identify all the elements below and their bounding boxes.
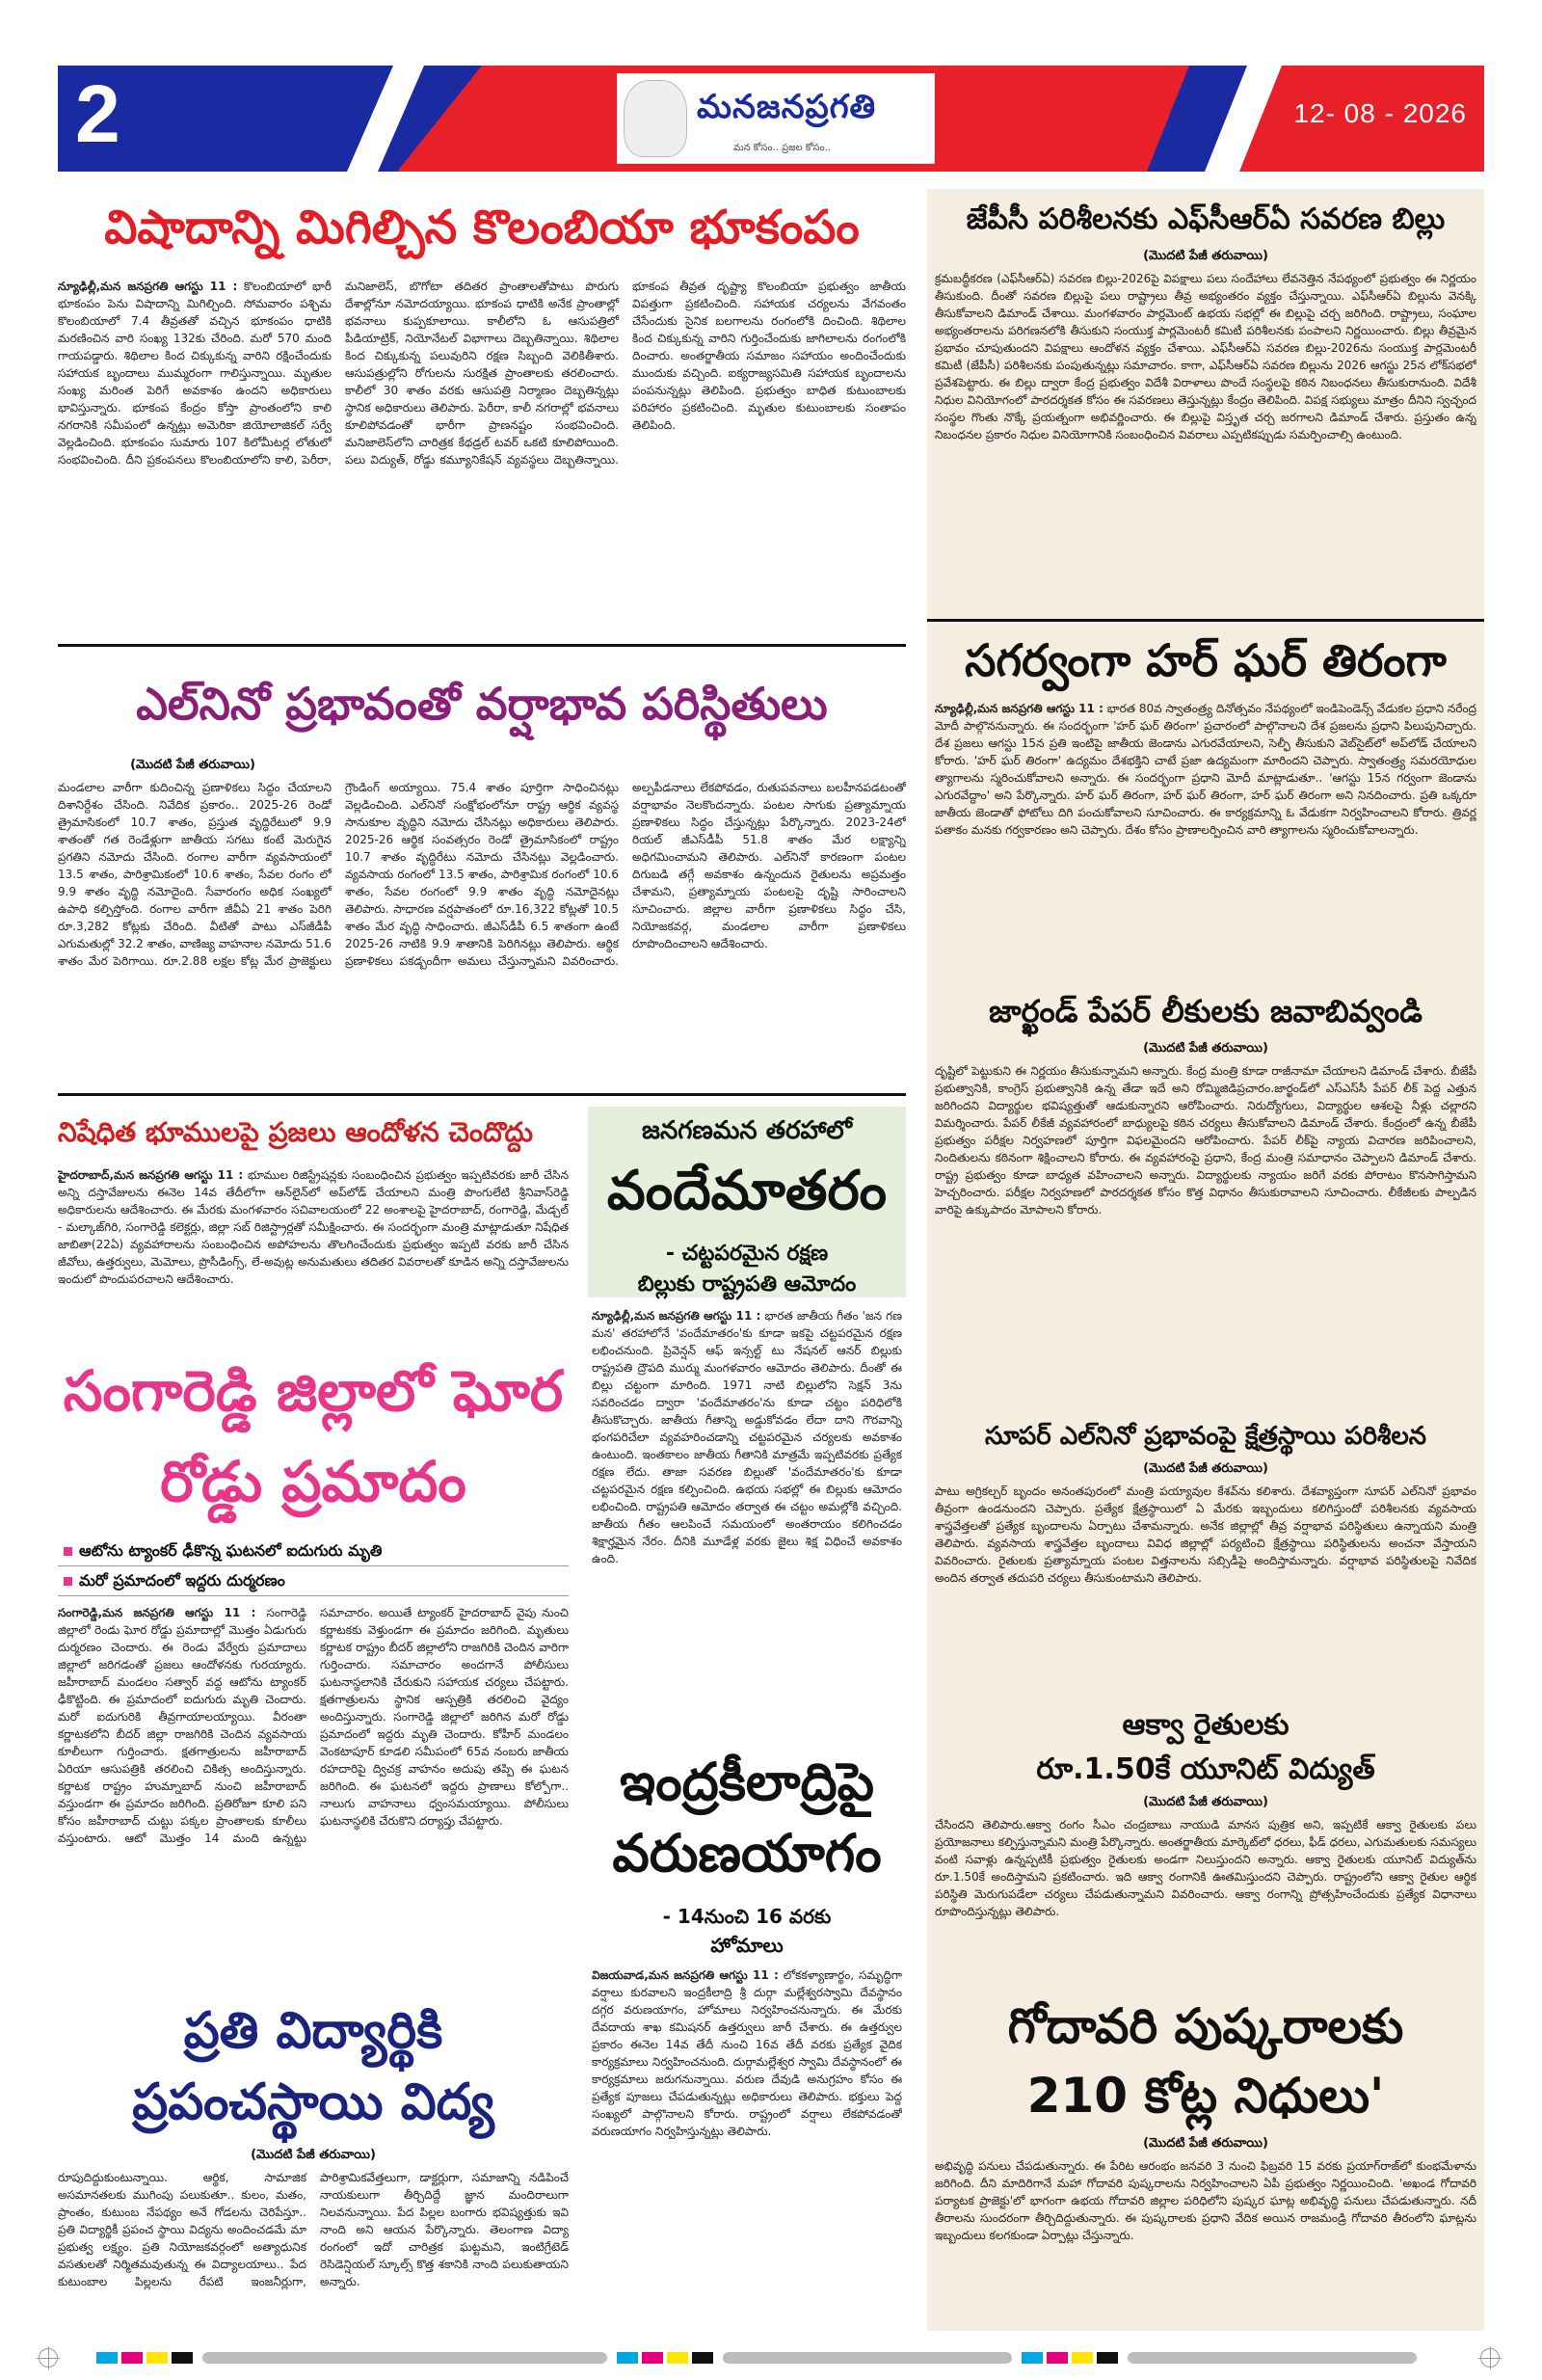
newspaper-logo: [617, 73, 935, 164]
newspaper-tagline: మన కోసం.. ప్రజల కోసం..: [733, 143, 831, 153]
fcra-bill-headline: జేపీసీ పరిశీలనకు ఎఫ్‌సీఆర్‌ఏ సవరణ బిల్లు: [966, 202, 1446, 236]
har-ghar-tiranga-text: భారత 80వ స్వాతంత్ర్య దినోత్సవం నేపథ్యంలో ఇండిపెండెన్స్ వేడుకల ప్రధాని నరేంద్ర మోదీ పాల్గొననున్నారు. ఈ సందర్భంగా 'హర్ ఘర్ తిరంగా' ప్రచారంలో పాల్గొనాలని దేశ ప్రజలను ప్రధాని పిలుపునిచ్చారు. దేశ ప్రజలు ఆగస్టు 15న ప్రతి ఇంటిపై జాతీయ జెండాను ఎగురవేయాలని, సెల్ఫీ తీసుకుని వెబ్‌సైట్‌లో అప్‌లోడ్ చేయాలని కోరారు. 'హర్ ఘర్ తిరంగా' ఉద్యమం దేశభక్తిని చాటే ప్రజా ఉద్యమంగా మారిందని చెప్పారు. స్వాతంత్ర్య సమరయోధుల త్యాగాలను స్మరించుకోవాలని అన్నారు. ఈ సందర్భంగా ప్రధాని మోదీ మాట్లాడుతూ.. 'ఆగస్టు 15న గర్వంగా జెండాను ఎగురవేద్దాం' అని పేర్కొన్నారు. హర్ ఘర్ తిరంగా, హర్ ఘర్ తిరంగా, హర్ ఘర్ తిరంగా అని నినదించారు. ప్రతి ఒక్కరూ జాతీయ జెండాతో ఫోటోలు దిగి పంచుకోవాలని సూచించారు. ఈ కార్యక్రమాన్ని ఓ వేడుకగా నిర్వహించాలని కోరారు. త్రివర్ణ పతాకం మనకు గర్వకారణం అని చెప్పారు. దేశం కోసం ప్రాణాలర్పించిన వారి త్యాగాలను స్మరించుకోవాలన్నారు.: [935, 702, 1476, 837]
jharkhand-paper-leak-headline: జార్ఖండ్ పేపర్ లీకులకు జవాబివ్వండి: [989, 993, 1422, 1030]
color-swatch: [146, 2352, 168, 2364]
super-elnino-body: పాటు అగ్రికల్చర్ బృందం అనంతపురంలో మంత్రి పయ్యావుల కేశవ్‌ను కలిశారు. దేశవ్యాప్తంగా సూపర్ ఎల్‌నినో ప్రభావం తీవ్రంగా ఉండనుందని చెప్పారు. ప్రత్యేక క్షేత్రస్థాయిలో ఏ మేరకు ఇబ్బందులు కలిగిస్తుందో పరిశీలనకు వ్యవసాయ శాస్త్రవేత్తలతో ప్రత్యేక బృందాలను ఏర్పాటు చేశామన్నారు. అనేక జిల్లాల్లో తీవ్ర వర్షాభావ పరిస్థితులు ఉన్నాయని మంత్రి తెలిపారు. వ్యవసాయ శాస్త్రవేత్తల బృందాలు వివిధ జిల్లాల్లో పర్యటించి క్షేత్రస్థాయి పరిస్థితులను అంచనా వేస్తాయని వివరించారు. రైతులకు ప్రత్యామ్నాయ పంటల విత్తనాలను సబ్సిడీపై అందిస్తామన్నారు. వర్షాభావ పరిస్థితులపై నివేదిక అందిన తర్వాత తదుపరి చర్యలు తీసుకుంటామని తెలిపారు.: [935, 1484, 1476, 1585]
story5-body: రూపుదిద్దుకుంటున్నాయి. ఆర్థిక, సామాజిక అసమానతలకు ముగింపు పలుకుతూ.. కులం, మతం, ప్రాంతం, కుటుంబ నేపథ్యం అనే గోడలను చెరిపేస్తూ.. ప్రతి విద్యార్థికీ ప్రపంచ స్థాయి విద్యను అందించడమే మా ప్రభుత్వ లక్ష్యం. ప్రతి నియోజకవర్గంలో అత్యాధునిక వసతులతో నిర్మితమవుతున్న ఈ విద్యాలయాలు.. పేద కుటుంబాల పిల్లలను రేపటి ఇంజనీర్లుగా, పారిశ్రామికవేత్తలుగా, డాక్టర్లుగా, సమాజాన్ని నడిపించే నాయకులుగా తీర్చిదిద్దే జ్ఞాన మందిరాలుగా నిలవనున్నాయి. పేద పిల్లల బంగారు భవిష్యత్తుకు ఇవి నాంది అని ఆయన పేర్కొన్నారు. తెలంగాణ విద్యా రంగంలో ఇదో చారిత్రక ఘట్టమని, ఇంటిగ్రేటెడ్ రెసిడెన్షియల్ స్కూల్స్ కొత్త శకానికి నాంది పలుకుతాయని అన్నారు.: [58, 2171, 569, 2288]
har-ghar-tiranga-headline: సగర్వంగా హర్ ఘర్ తిరంగా: [965, 634, 1447, 686]
aqua-farmers-headline-line1: ఆక్వా రైతులకు: [1122, 1708, 1289, 1742]
registration-mark-icon: [39, 2348, 58, 2367]
story2-headline: ఎల్‌నినో ప్రభావంతో వర్షాభావ పరిస్థితులు: [136, 678, 828, 730]
vandemataram-text: భారత జాతీయ గీతం 'జన గణ మన' తరహాలోనే 'వందేమాతరం'కు కూడా ఇకపై చట్టపరమైన రక్షణ లభించనుంది. ప్రివెన్షన్ ఆఫ్ ఇన్సల్ట్ టు నేషనల్ ఆనర్ బిల్లుకు రాష్ట్రపతి ద్రౌపది ముర్ము మంగళవారం ఆమోదం తెలిపారు. దీంతో ఈ బిల్లు చట్టంగా మారింది. 1971 నాటి బిల్లులోని సెక్షన్ 3ను సవరించడం ద్వారా 'వందేమాతరం'ను కూడా చట్టం పరిధిలోకి తీసుకొచ్చారు. జాతీయ గీతాన్ని అడ్డుకోవడం లేదా దాని గౌరవాన్ని భంగపరిచేలా వ్యవహరించడాన్ని చట్టపరమైన చర్యలకు అవకాశం ఉంటుంది. ఇంతకాలం జాతీయ గీతానికి మాత్రమే ఇప్పటివరకు ప్రత్యేక రక్షణ లేదు. తాజా సవరణ బిల్లుతో 'వందేమాతరం'కు కూడా చట్టపరమైన రక్షణ కల్పించింది. ఉభయ సభల్లో ఈ బిల్లుకు ఆమోదం లభించింది. రాష్ట్రపతి ఆమోదం తర్వాత ఈ చట్టం అమల్లోకి వచ్చింది. జాతీయ గీతం ఆలపించే సమయంలో అంతరాయం కలిగించడం శిక్షార్హమైన నేరం. దీనికి మూడేళ్ల వరకు జైలు శిక్ష విధించే అవకాశం ఉంది.: [592, 1309, 902, 1565]
story4-body: [58, 1604, 569, 1980]
color-swatch: [617, 2352, 638, 2364]
indrakeeladri-subhead-1: - 14నుంచి 16 వరకు: [662, 1905, 832, 1928]
indrakeeladri-body: [592, 1966, 902, 2325]
story3-text: భూముల రిజిస్ట్రేషన్లకు సంబంధించిన ప్రభుత్వం ఇప్పటివరకు జారీ చేసిన అన్ని దస్తావేజులను ఈనెల 14వ తేదీలోగా ఆన్‌లైన్‌లో అప్‌లోడ్ చేయాలని మంత్రి పొంగులేటి శ్రీనివాస్‌రెడ్డి అధికారులను ఆదేశించారు. ఈ మేరకు మంగళవారం సచివాలయంలో 22 అంశాలపై హైదరాబాద్, రంగారెడ్డి, మేడ్చల్ - మల్కాజ్‌గిరి, సంగారెడ్డి కలెక్టర్లు, జిల్లా సబ్ రిజిస్ట్రార్లతో సమీక్షించారు. ఈ సందర్భంగా మంత్రి మాట్లాడుతూ నిషేధిత జాబితా(22ఏ) వ్యవహారాలను సంబంధించిన అపోహలను తొలగించేందుకు ప్రభుత్వం ఇప్పటి వరకు జారీ చేసిన జీవోలు, ఉత్తర్వులు, మెమోలు, ప్రొసీడింగ్స్, లే-అవుట్ల అనుమతులు తదితర వివరాలతో కూడిన అన్ని దస్తావేజులను ఇందులో పొందుపరచాలని ఆదేశించారు.: [58, 1168, 569, 1286]
vandemataram-subhead-2: బిల్లుకు రాష్ట్రపతి ఆమోదం: [637, 1272, 857, 1297]
indrakeeladri-dateline: విజయవాడ,మన జనప్రగతి ఆగస్టు 11 :: [592, 1968, 779, 1982]
divider: [58, 1093, 906, 1096]
color-swatch: [172, 2352, 193, 2364]
color-swatch: [121, 2352, 143, 2364]
super-elnino-headline: సూపర్ ఎల్‌నినో ప్రభావంపై క్షేత్రస్థాయి పరిశీలన: [984, 1422, 1427, 1451]
color-swatch: [642, 2352, 663, 2364]
color-swatch: [1047, 2352, 1068, 2364]
vandemataram-body: [592, 1307, 902, 1735]
godavari-pushkaralu-body: అభివృద్ధి పనులు చేపడుతున్నారు. ఈ పేరిట ఆరంభం జనవరి 3 నుంచి ఫిబ్రవరి 15 వరకు ప్రయాగ్‌రాజ్‌లో కుంభమేళాను జరిగింది. దీని మాదిరిగానే మహా గోదావరి పుష్కరాలను నిర్వహించాలని ఏపీ ప్రభుత్వం నిర్ణయించింది. 'అఖండ గోదావరి పర్యాటక ప్రాజెక్టు'లో భాగంగా ఉభయ గోదావరి జిల్లాల పరిధిలోని పుష్కర ఘాట్ల అభివృద్ధి పనులు చేపడుతున్నారు. నదీ తీరాలను సుందరంగా తీర్చిదిద్దుతున్నారు. ఈ పుష్కరాలకు ప్రధాని వేదిక అయిన రాజమండ్రి గోదావరి తీరంలోని ఘాట్లను ఇబ్బందులు కలగకుండా ఏర్పాట్లు చేస్తున్నారు.: [935, 2159, 1476, 2242]
har-ghar-tiranga-dateline: న్యూఢిల్లీ,మన జనప్రగతి ఆగస్టు 11 :: [935, 702, 1103, 715]
story3-headline: నిషేధిత భూములపై ప్రజలు ఆందోళన చెందొద్దు: [58, 1116, 534, 1148]
story4-dateline: సంగారెడ్డి,మన జనప్రగతి ఆగస్టు 11 :: [58, 1606, 256, 1619]
color-swatch: [96, 2352, 118, 2364]
page-number: 2: [75, 68, 120, 159]
color-swatch: [1072, 2352, 1093, 2364]
super-elnino-continued-credit: (మొదటి పేజీ తరువాయి): [1143, 1461, 1268, 1476]
gray-strip: [723, 2352, 1012, 2364]
print-registration-bar: [39, 2348, 1503, 2367]
newspaper-title: మనజనప్రగతి: [697, 88, 877, 126]
masthead: [58, 66, 1484, 172]
logo-portrait-icon: [624, 80, 687, 157]
story3-body: [58, 1166, 569, 1338]
vandemataram-headline: వందేమాతరం: [606, 1160, 888, 1222]
fcra-bill-body: క్రమబద్ధీకరణ (ఎఫ్‌సీఆర్‌ఏ) సవరణ బిల్లు-2026పై విపక్షాలు పలు సందేహాలు లేవనెత్తిన నేపథ్యంలో ప్రభుత్వం ఈ నిర్ణయం తీసుకుంది. దీంతో సవరణ బిల్లుపై పలు రాష్ట్రాలు తీవ్ర అభ్యంతరం వ్యక్తం చేస్తున్నాయి. ఎఫ్‌సీఆర్‌ఏ బిల్లును వెనక్కి తీసుకోవాలని డిమాండ్ చేశాయి. మంగళవారం పార్లమెంట్ ఉభయ సభల్లో ఈ బిల్లుపై చర్చ జరిగింది. రాష్ట్రాలు, సంఘాల అభ్యంతరాలను పరిగణనలోకి తీసుకుని సంయుక్త పార్లమెంటరీ కమిటీ పరిశీలనకు పంపాలని నిర్ణయించారు. బిల్లు తీవ్రమైన ప్రభావం చూపుతుందని విపక్షాలు ఆందోళన వ్యక్తం చేశాయి. ఎఫ్‌సీఆర్‌ఏ సవరణ బిల్లు-2026ను సంయుక్త పార్లమెంటరీ కమిటీ (జేపీసీ) పరిశీలనకు పంపుతున్నట్లు సమాచారం. కాగా, ఎఫ్‌సీఆర్‌ఏ సవరణ బిల్లును 2026 ఆగస్టు 25న లోక్‌సభలో ప్రవేశపెట్టారు. ఈ బిల్లు ద్వారా కేంద్ర ప్రభుత్వం విదేశీ విరాళాలు పొందే సంస్థలపై కఠిన నిబంధనలు తీసుకురానుంది. విదేశీ నిధుల వినియోగంలో పారదర్శకత కోసం ఈ సవరణలు తెస్తున్నట్లు కేంద్రం తెలిపింది. విపక్ష సభ్యులు మాత్రం దీనిని స్వచ్ఛంద సంస్థల గొంతు నొక్కే ప్రయత్నంగా అభివర్ణించారు. ఈ బిల్లుపై విస్తృత చర్చ జరగాలని డిమాండ్ చేశారు. ప్రస్తుతం ఉన్న నిబంధనల ప్రకారం నిధుల వినియోగానికి సంబంధించిన వివరాలు ఎప్పటికప్పుడు సమర్పించాల్సి ఉంటుంది.: [935, 272, 1476, 441]
godavari-pushkaralu-continued-credit: (మొదటి పేజీ తరువాయి): [1143, 2136, 1268, 2151]
issue-date: 12- 08 - 2026: [1293, 98, 1467, 128]
color-swatch: [667, 2352, 688, 2364]
color-swatch: [1097, 2352, 1118, 2364]
story3-dateline: హైదరాబాద్,మన జనప్రగతి ఆగస్టు 11 :: [58, 1168, 244, 1182]
aqua-farmers-continued-credit: (మొదటి పేజీ తరువాయి): [1143, 1795, 1268, 1809]
color-swatch: [692, 2352, 713, 2364]
aqua-farmers-body: చేసిందని తెలిపారు.ఆక్వా రంగం సీఎం చంద్రబాబు నాయుడి మానస పుత్రిక అని, ఇప్పటికే ఆక్వా రైతులకు పలు ప్రయోజనాలు కల్పిస్తున్నామని మంత్రి పేర్కొన్నారు. అంతర్జాతీయ మార్కెట్‌లో ధరలు, ఫీడ్ ధరలు, ఎగుమతులకు సమస్యలు వంటి సవాళ్లు ఉన్నప్పటికీ ప్రభుత్వం రైతులకు అండగా నిలుస్తుందని అన్నారు. ఆక్వా రైతులకు యూనిట్ విద్యుత్‌ను రూ.1.50కే అందిస్తామని ప్రకటించారు. ఇది ఆక్వా రంగానికి ఊతమిస్తుందని చెప్పారు. రాష్ట్రంలోని ఆక్వా రైతుల ఆర్థిక పరిస్థితి మెరుగుపడేలా చర్యలు చేపడుతున్నామని వివరించారు. ఆక్వా రంగాన్ని ప్రోత్సహించేందుకు ప్రత్యేక విధానాలు రూపొందిస్తున్నట్లు తెలిపారు.: [935, 1818, 1476, 1918]
godavari-pushkaralu-headline-line2: 210 కోట్ల నిధులు': [1026, 2068, 1385, 2124]
registration-mark-icon: [1480, 2348, 1500, 2367]
story1-text: కొలంబియాలో భారీ భూకంపం పెను విషాదాన్ని మిగిల్చింది. సోమవారం పశ్చిమ కొలంబియాలో 7.4 తీవ్రతతో వచ్చిన భూకంపం ధాటికి మరణించిన వారి సంఖ్య 132కు చేరింది. మరో 570 మంది గాయపడ్డారు. శిథిలాల కింద చిక్కుకున్న వారిని రక్షించేందుకు సహాయక బృందాలు ముమ్మరంగా గాలిస్తున్నాయి. మృతుల సంఖ్య మరింత పెరిగే అవకాశం ఉందని అధికారులు భావిస్తున్నారు. భూకంప కేంద్రం కోస్తా ప్రాంతంలోని కాలి నగరానికి సమీపంలో ఉన్నట్లు అమెరికా జియోలాజికల్ సర్వే వెల్లడించింది. భూకంపం సుమారు 107 కిలోమీటర్ల లోతులో సంభవించింది. దీని ప్రకంపనలు కొలంబియాలోని కాలి, పెరీరా, మనిజాలెస్, బొగోటా తదితర ప్రాంతాలతోపాటు పొరుగు దేశాల్లోనూ నమోదయ్యాయి. భూకంప ధాటికి అనేక ప్రాంతాల్లో భవనాలు కుప్పకూలాయి. కాలీలోని ఓ ఆసుపత్రిలో పీడియాట్రిక్, నియోనేటల్ విభాగాలు దెబ్బతిన్నాయి. శిథిలాల కింద చిక్కుకున్న పలువురిని రక్షణ సిబ్బంది వెలికితీశారు. ఆసుపత్రుల్లోని రోగులను సురక్షిత ప్రాంతాలకు తరలించారు. కాలీలో 30 శాతం వరకు ఆసుపత్రి నిర్మాణం దెబ్బతిన్నట్లు స్థానిక అధికారులు తెలిపారు. పెరీరా, కాలీ నగరాల్లో భవనాలు కూలిపోవడంతో భారీగా ప్రాణనష్టం సంభవించింది. మనిజాలెస్‌లోని చారిత్రక కేథడ్రల్ టవర్ ఒకటి కూలిపోయింది. పలు విద్యుత్, రోడ్డు కమ్యూనికేషన్ వ్యవస్థలు దెబ్బతిన్నాయి. భూకంప తీవ్రత దృష్ట్యా కొలంబియా ప్రభుత్వం జాతీయ విపత్తుగా ప్రకటించింది. సహాయక చర్యలను వేగవంతం చేసేందుకు సైనిక బలగాలను రంగంలోకి దించింది. శిథిలాల కింద చిక్కుకున్న వారిని గుర్తించేందుకు జాగిలాలను రంగంలోకి దించారు. అంతర్జాతీయ సమాజం సహాయం అందించేందుకు ముందుకు వచ్చింది. ఐక్యరాజ్యసమితి సహాయక బృందాలను పంపనున్నట్లు తెలిపింది. ప్రభుత్వం బాధిత కుటుంబాలకు పరిహారం ప్రకటించింది. మృతుల కుటుంబాలకు సంతాపం తెలిపింది.: [58, 280, 906, 467]
jharkhand-paper-leak-continued-credit: (మొదటి పేజీ తరువాయి): [1143, 1041, 1268, 1056]
indrakeeladri-headline: ఇంద్రకీలాద్రిపై వరుణయాగం: [612, 1752, 882, 1884]
story1-dateline: న్యూఢిల్లీ,మన జనప్రగతి ఆగస్టు 11 :: [58, 280, 238, 293]
story5-headline: ప్రతి విద్యార్థికి ప్రపంచస్థాయి విద్య: [132, 2002, 494, 2131]
indrakeeladri-text: లోకకళ్యాణార్థం, సమృద్ధిగా వర్షాలు కురవాలని ఇంద్రకీలాద్రి శ్రీ దుర్గా మల్లేశ్వరస్వామి దేవస్థానం దగ్గర వరుణయాగం, హోమాలు నిర్వహించనున్నారు. ఈ మేరకు దేవదాయ శాఖ కమిషనర్ ఉత్తర్వులు జారీ చేశారు. ఈ ఉత్తర్వుల ప్రకారం ఈనెల 14వ తేదీ నుంచి 16వ తేదీ వరకు ప్రత్యేక వైదిక కార్యక్రమాలు నిర్వహించనుంది. దుర్గామల్లేశ్వర స్వామి దేవస్థానంలో ఈ కార్యక్రమాలు జరుగనున్నాయి. వరుణ దేవుడి అనుగ్రహం కోసం ఈ ప్రత్యేక పూజలు చేపడుతున్నట్లు అధికారులు తెలిపారు. భక్తులు పెద్ద సంఖ్యలో పాల్గొనాలని కోరారు. రాష్ట్రంలో వర్షాలు లేకపోవడంతో వరుణయాగం నిర్వహిస్తున్నట్లు తెలిపారు.: [592, 1968, 902, 2138]
story5-continued-credit: (మొదటి పేజీ తరువాయి): [251, 2148, 376, 2162]
indrakeeladri-subhead-2: హోమాలు: [710, 1934, 784, 1957]
story4-bullet-2: మరో ప్రమాదంలో ఇద్దరు దుర్మరణం: [58, 1566, 569, 1596]
godavari-pushkaralu-headline: [927, 1992, 1484, 2130]
story1-headline: విషాదాన్ని మిగిల్చిన కొలంబియా భూకంపం: [104, 201, 860, 254]
vandemataram-subhead-1: - చట్టపరమైన రక్షణ: [665, 1242, 829, 1266]
divider: [927, 619, 1484, 622]
gray-strip: [202, 2352, 607, 2364]
story4-subheads: [58, 1537, 569, 1596]
vandemataram-kicker: జనగణమన తరహాలో: [642, 1116, 852, 1145]
story4-bullet-1: ఆటోను ట్యాంకర్ ఢీకొన్న ఘటనలో ఐదుగురు మృతి: [58, 1537, 569, 1566]
story1-body: [58, 278, 906, 634]
fcra-bill-continued-credit: (మొదటి పేజీ తరువాయి): [1143, 249, 1268, 263]
story2-body: మండలాల వారీగా కుదించిన్న ప్రణాళికలు సిద్ధం చేయాలని దిశానిర్దేశం చేసింది. నివేదిక ప్రకారం.. 2025-26 రెండో త్రైమాసికంలో 10.7 శాతం, ప్రస్తుత వృద్ధిరేటులో 9.9 శాతంతో గత రెండేళ్లుగా జాతీయ సగటు కంటే మెరుగైన ప్రగతిని నమోదు చేసింది. రంగాల వారీగా వ్యవసాయంలో 13.5 శాతం, పారిశ్రామికంలో 10.6 శాతం, సేవల రంగం లో 9.9 శాతం వృద్ధి నమోదైంది. సేవారంగం అధిక సంఖ్యలో ఉపాధి కల్పిస్తోంది. రంగాల వారీగా జీవీఏ 21 శాతం పెరిగి రూ.3,282 కోట్లకు చేరింది. వీటితో పాటు ఎస్‌జీడీపీ ఎగుమతుల్లో 32.2 శాతం, వాణిజ్య వాహనాల నమోదు 51.6 శాతం మేర పెరిగాయి. రూ.2.88 లక్షల కోట్ల మేర ప్రాజెక్టులు గ్రౌండింగ్ అయ్యాయి. 75.4 శాతం పూర్తిగా సాధించినట్లు వెల్లడించింది. ఎల్‌నినో సంక్షోభంలోనూ రాష్ట్ర ఆర్థిక వ్యవస్థ సానుకూల వృద్ధిని నమోదు చేసినట్లు అధికారులు తెలిపారు. 2025-26 ఆర్థిక సంవత్సరం రెండో త్రైమాసికంలో రాష్ట్రం 10.7 శాతం వృద్ధిరేటు నమోదు చేసినట్లు వెల్లడించారు. వ్యవసాయ రంగంలో 13.5 శాతం, పారిశ్రామిక రంగంలో 10.6 శాతం, సేవల రంగంలో 9.9 శాతం వృద్ధి నమోదైనట్లు తెలిపారు. సాధారణ వర్షపాతంలో రూ.16,322 కోట్లతో 10.5 శాతం మేర వృద్ధి సాధించారు. జీఎస్‌డీపీ 6.5 శాతంగా ఉంటే 2025-26 నాటికి 9.9 శాతానికి పెరిగినట్లు తెలిపారు. ఆర్థిక ప్రణాళికలు పకడ్బందీగా అమలు చేస్తున్నామని వివరించారు. అల్పపీడనాలు లేకపోవడం, రుతుపవనాలు బలహీనపడటంతో వర్షాభావం నెలకొందన్నారు. పంటల సాగుకు ప్రత్యామ్నాయ ప్రణాళికలు సిద్ధం చేస్తున్నట్లు పేర్కొన్నారు. 2023-24లో రియల్ జీఎస్‌డీపీ 51.8 శాతం మేర లక్ష్యాన్ని అధిగమించామని తెలిపారు. ఎల్‌నినో కారణంగా పంటల దిగుబడి తగ్గే అవకాశం ఉన్నందున రైతులను అప్రమత్తం చేశామని, ప్రత్యామ్నాయ పంటలపై దృష్టి సారించాలని సూచించారు. జిల్లాల వారీగా ప్రణాళికలు సిద్ధం చేసి, నియోజకవర్గ, మండలాల వారీగా ప్రణాళికలు రూపొందించాలని ఆదేశించారు.: [58, 781, 906, 968]
story4-headline: సంగారెడ్డి జిల్లాలో ఘోర రోడ్డు ప్రమాదం: [63, 1358, 564, 1514]
gray-strip: [1128, 2352, 1417, 2364]
aqua-farmers-headline-line2: రూ.1.50కే యూనిట్ విద్యుత్: [1036, 1752, 1375, 1786]
divider: [58, 644, 906, 647]
vandemataram-dateline: న్యూఢిల్లీ,మన జనప్రగతి ఆగస్టు 11 :: [592, 1309, 761, 1323]
har-ghar-tiranga-body: [935, 700, 1476, 976]
jharkhand-paper-leak-body: దృష్టిలో పెట్టుకుని ఈ నిర్ణయం తీసుకున్నామని అన్నారు. కేంద్ర మంత్రి కూడా రాజీనామా చేయాలని డిమాండ్ చేశారు. బీజేపీ ప్రభుత్వానికి, కాంగ్రెస్ ప్రభుత్వానికి ఉన్న తేడా ఇదే అని రోమ్మిజిడిప్రచారం.జార్ఖండ్‌లో ఎస్ఎస్‌సీ పేపర్ లీక్ పెద్ద ఎత్తున జరిగిందని విద్యార్థుల భవిష్యత్తుతో ఆడుకున్నారని ఆరోపించారు. నిరుద్యోగులు, విద్యార్థుల ఆశలపై నీళ్లు చల్లారని విమర్శించారు. పేపర్ లీకేజీ వ్యవహారంలో బాధ్యులపై కఠిన చర్యలు తీసుకోవాలని డిమాండ్ చేశారు. కేంద్రంలో ఉన్న బీజేపీ ప్రభుత్వం పరీక్షల నిర్వహణలో పూర్తిగా విఫలమైందని ఆరోపించారు. పేపర్ లీక్‌పై న్యాయ విచారణ జరిపించాలని, నిందితులను కఠినంగా శిక్షించాలని కోరారు. ఈ వ్యవహారంపై ప్రధాని, కేంద్ర మంత్రి సమాధానం చెప్పాలని డిమాండ్ చేశారు. రాష్ట్ర ప్రభుత్వం కూడా బాధ్యత వహించాలని అన్నారు. విద్యార్థులకు న్యాయం జరిగే వరకు పోరాటం కొనసాగిస్తామని హెచ్చరించారు. పరీక్షల నిర్వహణలో పారదర్శకత కోసం కొత్త విధానం తీసుకురావాలని సూచించారు. లీకేజీలకు పాల్పడిన వారిపై ఉక్కుపాదం మోపాలని కోరారు.: [935, 1064, 1476, 1217]
story4-text: సంగారెడ్డి జిల్లాలో రెండు ఘోర రోడ్డు ప్రమాదాల్లో మొత్తం ఏడుగురు దుర్మరణం చెందారు. ఈ రెండు వేర్వేరు ప్రమాదాలు జిల్లాలో జరిగడంతో ప్రజలు ఆందోళనకు గురయ్యారు. జహీరాబాద్ మండలం సత్వార్ వద్ద ఆటోను ట్యాంకర్ ఢీకొట్టింది. ఈ ప్రమాదంలో ఐదుగురు మృతి చెందారు. మరో ఐదుగురికి తీవ్రగాయాలయ్యాయి. వీరంతా కర్ణాటకలోని బీదర్ జిల్లా రాజగిరికి చెందిన వ్యవసాయ కూలీలుగా గుర్తించారు. క్షతగాత్రులను జహీరాబాద్ ఏరియా ఆసుపత్రికి తరలించి చికిత్స అందిస్తున్నారు. కర్ణాటక రాష్ట్రం హుమ్నాబాద్ నుంచి జహీరాబాద్ వస్తుండగా ఈ ప్రమాదం జరిగింది. ప్రతిరోజూ కూలి పని కోసం జహీరాబాద్ చుట్టు పక్కల ప్రాంతాలకు కూలీలు వస్తుంటారు. ఆటో మొత్తం 14 మంది ఉన్నట్టు సమాచారం. అయితే ట్యాంకర్ హైదరాబాద్ వైపు నుంచి కర్ణాటకకు వెళ్తుండగా ఈ ప్రమాదం జరిగింది. మృతులు కర్ణాటక రాష్ట్రం బీదర్ జిల్లాలోని రాజగిరికి చెందిన వారిగా గుర్తించారు. సమాచారం అందగానే పోలీసులు ఘటనాస్థలానికి చేరుకుని సహాయక చర్యలు చేపట్టారు. క్షతగాత్రులను స్థానిక ఆస్పత్రికి తరలించి వైద్యం అందిస్తున్నారు. సంగారెడ్డి జిల్లాలో జరిగిన మరో రోడ్డు ప్రమాదంలో ఇద్దరు మృతి చెందారు. కోహీర్ మండలం వెంకటాపూర్ కూడలి సమీపంలో 65వ నంబరు జాతీయ రహదారిపై ద్విచక్ర వాహనం అదుపు తప్పి ఈ ఘటన జరిగింది. ఈ ఘటనలో ఇద్దరు ప్రాణాలు కోల్పోగా.. నాలుగు వాహనాలు ధ్వంసమయ్యాయి. పోలీసులు ఘటనాస్థలికి చేరుకొని దర్యాప్తు చేపట్టారు.: [58, 1606, 569, 1845]
godavari-pushkaralu-headline-line1: గోదావరి పుష్కరాలకు: [1007, 1998, 1404, 2054]
story2-continued-credit: (మొదటి పేజీ తరువాయి): [130, 758, 255, 772]
color-swatch: [1022, 2352, 1043, 2364]
